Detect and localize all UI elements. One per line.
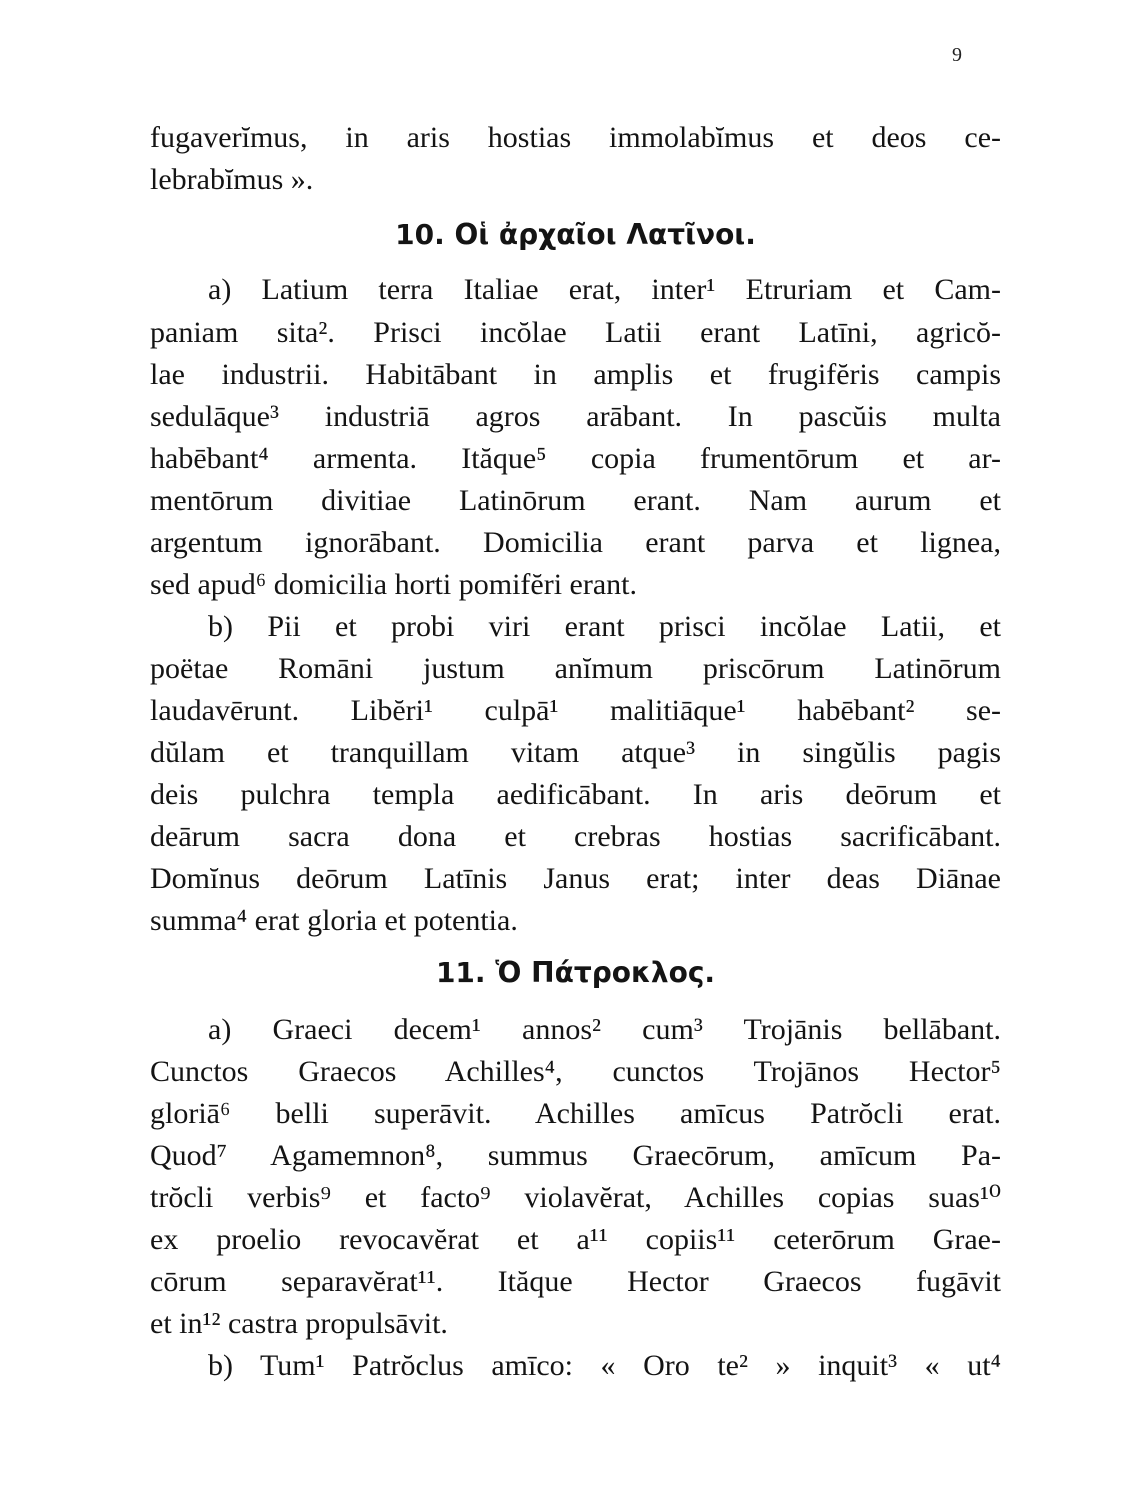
text-line: trŏcli verbis⁹ et facto⁹ violavĕrat, Achilles copias suas¹⁰ bbox=[150, 1181, 1001, 1214]
section-heading-10: 10. Οἱ ἀρχαῖοι Λατῖνοι. bbox=[395, 218, 756, 251]
text-line: poëtae Romāni justum anĭmum priscōrum Latinōrum bbox=[150, 652, 1001, 685]
paragraph-a-line: a) Graeci decem¹ annos² cum³ Trojānis bellābant. bbox=[208, 1013, 1001, 1046]
text-line: lebrabĭmus ». bbox=[150, 163, 314, 196]
text-line: paniam sita². Prisci incŏlae Latii erant Latīni, agricŏ- bbox=[150, 316, 1001, 349]
text-line: fugaverĭmus, in aris hostias immolabĭmus et deos ce- bbox=[150, 121, 1001, 154]
page-number: 9 bbox=[952, 44, 962, 66]
text-line: argentum ignorābant. Domicilia erant parva et lignea, bbox=[150, 526, 1001, 559]
section-heading-11: 11. Ὁ Πάτροκλος. bbox=[435, 956, 716, 989]
text-line: mentōrum divitiae Latinōrum erant. Nam aurum et bbox=[150, 484, 1001, 517]
text-line: cōrum separavĕrat¹¹. Ităque Hector Graecos fugāvit bbox=[150, 1265, 1001, 1298]
paragraph-b-line: b) Pii et probi viri erant prisci incŏlae Latii, et bbox=[208, 610, 1001, 643]
paragraph-b-line: b) Tum¹ Patrŏclus amīco: « Oro te² » inquit³ « ut⁴ bbox=[208, 1349, 1001, 1382]
text-line: Domĭnus deōrum Latīnis Janus erat; inter deas Diānae bbox=[150, 862, 1001, 895]
text-line: sedulāque³ industriā agros arābant. In pascŭis multa bbox=[150, 400, 1001, 433]
text-line: deārum sacra dona et crebras hostias sacrificābant. bbox=[150, 820, 1001, 853]
text-line: deis pulchra templa aedificābant. In aris deōrum et bbox=[150, 778, 1001, 811]
text-line: lae industrii. Habitābant in amplis et frugifĕris campis bbox=[150, 358, 1001, 391]
text-line: dŭlam et tranquillam vitam atque³ in singŭlis pagis bbox=[150, 736, 1001, 769]
text-line: gloriā⁶ belli superāvit. Achilles amīcus Patrŏcli erat. bbox=[150, 1097, 1001, 1130]
text-line: ex proelio revocavĕrat et a¹¹ copiis¹¹ ceterōrum Grae- bbox=[150, 1223, 1001, 1256]
text-line: et in¹² castra propulsāvit. bbox=[150, 1307, 448, 1340]
paragraph-a-line: a) Latium terra Italiae erat, inter¹ Etruriam et Cam- bbox=[208, 273, 1001, 306]
text-line: Cunctos Graecos Achilles⁴, cunctos Trojānos Hector⁵ bbox=[150, 1055, 1001, 1088]
text-line: laudavērunt. Libĕri¹ culpā¹ malitiāque¹ habēbant² se- bbox=[150, 694, 1001, 727]
text-line: habēbant⁴ armenta. Ităque⁵ copia frumentōrum et ar- bbox=[150, 442, 1001, 475]
text-line: summa⁴ erat gloria et potentia. bbox=[150, 904, 518, 937]
text-line: sed apud⁶ domicilia horti pomifĕri erant. bbox=[150, 568, 637, 601]
text-line: Quod⁷ Agamemnon⁸, summus Graecōrum, amīcum Pa- bbox=[150, 1139, 1001, 1172]
